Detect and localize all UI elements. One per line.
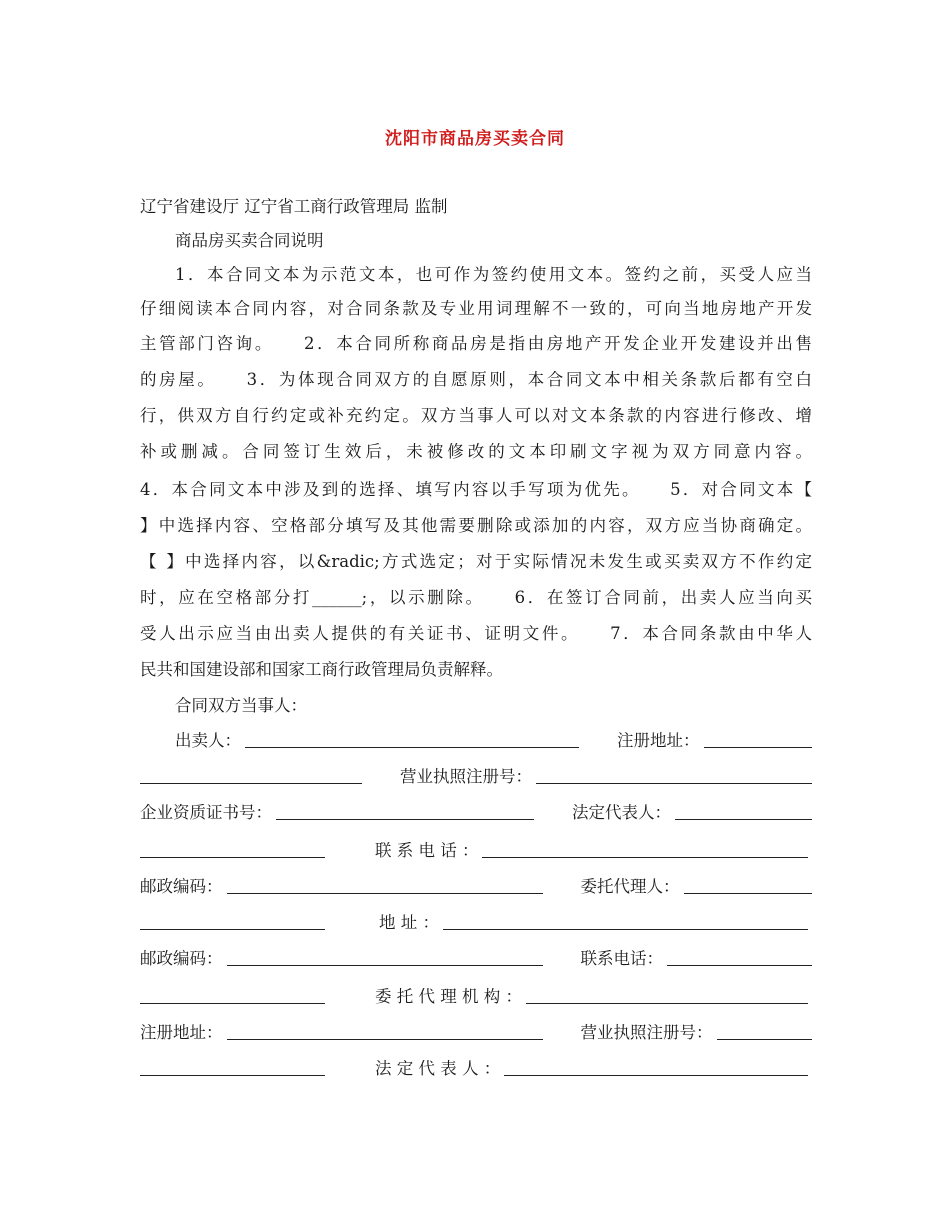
qualification-label: 企业资质证书号： [140,803,272,822]
license2-field-cont[interactable] [140,1057,325,1076]
postcode-row [140,875,812,897]
phone-row [140,839,812,861]
agency-label: 委 托 代 理 机 构 ： [375,987,522,1006]
reg-address2-field[interactable] [227,1021,543,1040]
body-line: 【 】中选择内容，以&radic;方式选定；对于实际情况未发生或买卖双方不作约定 [140,552,812,571]
legal-rep-field[interactable] [675,801,812,820]
agency-row [140,985,812,1007]
postcode-field[interactable] [227,875,543,894]
reg-address-field-cont[interactable] [140,765,362,784]
body-line: 仔细阅读本合同内容，对合同条款及专业用词理解不一致的，可向当地房地产开发 [140,299,812,318]
body-line: 民共和国建设部和国家工商行政管理局负责解释。 [140,660,503,679]
postcode2-field[interactable] [227,947,543,966]
license-field[interactable] [536,765,812,784]
reg-address2-row [140,1021,812,1043]
body-line: 4．本合同文本中涉及到的选择、填写内容以手写项为优先。 5．对合同文本【 [140,480,812,499]
phone-label: 联 系 电 话 ： [375,841,479,860]
notes-heading: 商品房买卖合同说明 [175,231,324,250]
seller-field[interactable] [245,729,579,748]
agent-field-cont[interactable] [140,911,325,930]
body-line: 补或删减。合同签订生效后，未被修改的文本印刷文字视为双方同意内容。 [140,442,812,461]
license-row [140,765,812,787]
phone2-label: 联系电话： [580,949,663,968]
reg-address2-label: 注册地址： [140,1023,223,1042]
body-line: 的房屋。 3．为体现合同双方的自愿原则，本合同文本中相关条款后都有空白 [140,370,812,389]
body-line: 主管部门咨询。 2．本合同所称商品房是指由房地产开发企业开发建设并出售 [140,334,812,353]
body-line: 行，供双方自行约定或补充约定。双方当事人可以对文本条款的内容进行修改、增 [140,406,812,425]
parties-heading: 合同双方当事人： [175,696,307,715]
legal-rep2-label: 法 定 代 表 人 ： [375,1059,501,1078]
legal-rep2-field[interactable] [504,1057,808,1076]
address-label: 地 址 ： [379,913,439,932]
seller-row [175,729,812,751]
phone2-field-cont[interactable] [140,985,325,1004]
postcode-label: 邮政编码： [140,877,223,896]
agency-field[interactable] [526,985,808,1004]
agent-field[interactable] [684,875,813,894]
reg-address-field[interactable] [704,729,813,748]
license-label: 营业执照注册号： [400,767,532,786]
phone-field[interactable] [482,839,808,858]
agent-label: 委托代理人： [580,877,680,896]
postcode2-label: 邮政编码： [140,949,223,968]
license2-label: 营业执照注册号： [580,1023,713,1042]
body-line: 受人出示应当由出卖人提供的有关证书、证明文件。 7．本合同条款由中华人 [140,624,812,643]
body-line: 1．本合同文本为示范文本，也可作为签约使用文本。签约之前，买受人应当 [175,265,812,284]
qualification-row [140,801,812,823]
qualification-field[interactable] [276,801,534,820]
legal-rep-field-cont[interactable] [140,839,325,858]
address-row [140,911,812,933]
document-title: 沈阳市商品房买卖合同 [385,129,565,149]
license2-field[interactable] [717,1021,813,1040]
address-field[interactable] [443,911,808,930]
seller-label: 出卖人： [175,731,241,750]
phone2-field[interactable] [667,947,812,966]
postcode2-row [140,947,812,969]
body-line: 时，应在空格部分打______;，以示删除。 6．在签订合同前，出卖人应当向买 [140,588,812,607]
legal-rep-label: 法定代表人： [572,803,671,822]
issuer-line: 辽宁省建设厅 辽宁省工商行政管理局 监制 [140,197,448,216]
reg-address-label: 注册地址： [617,731,700,750]
legal-rep2-row [140,1057,812,1079]
body-line: 】中选择内容、空格部分填写及其他需要删除或添加的内容，双方应当协商确定。 [140,516,812,535]
